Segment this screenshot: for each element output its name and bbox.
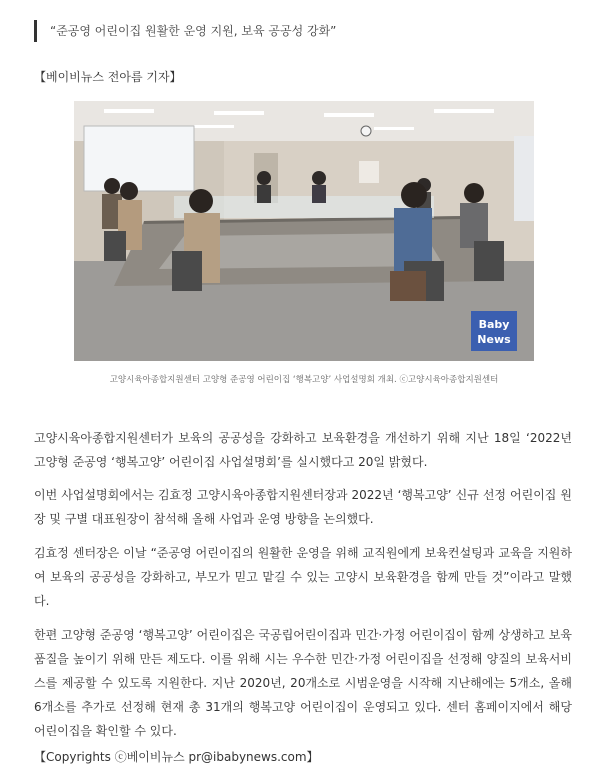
copyright-notice: 【Copyrights ⓒ베이비뉴스 pr@ibabynews.com】 — [34, 750, 319, 764]
article-subheading: “준공영 어린이집 원활한 운영 지원, 보육 공공성 강화” — [34, 20, 336, 42]
article-paragraph-2: 이번 사업설명회에서는 김효정 고양시육아종합지원센터장과 2022년 ‘행복고양’ 신규 선정 어린이집 원장 및 구별 대표원장이 참석해 올해 사업과 운영 방향을 논의했다. — [34, 488, 572, 526]
article-paragraph-3: 김효정 센터장은 이날 “준공영 어린이집의 원활한 운영을 위해 교직원에게 보육컨설팅과 교육을 지원하여 보육의 공공성을 강화하고, 부모가 믿고 맡길 수 있는 고양시 보육환경을 함께 만들 것”이라고 말했다. — [34, 546, 572, 608]
meeting-room-photo — [74, 101, 534, 361]
logo-text-news: News — [477, 333, 511, 346]
article-photo — [74, 101, 534, 361]
article-paragraph-1: 고양시육아종합지원센터가 보육의 공공성을 강화하고 보육환경을 개선하기 위해 지난 18일 ‘2022년 고양형 준공영 ‘행복고양’ 어린이집 사업설명회’를 실시했다고 20일 밝혔다. — [34, 431, 572, 469]
photo-caption: 고양시육아종합지원센터 고양형 준공영 어린이집 ‘행복고양’ 사업설명회 개최. ⓒ고양시육아종합지원센터 — [109, 375, 499, 385]
logo-text-baby: Baby — [478, 318, 510, 331]
article-paragraph-4: 한편 고양형 준공영 ‘행복고양’ 어린이집은 국공립어린이집과 민간·가정 어린이집이 함께 상생하고 보육 품질을 높이기 위해 만든 제도다. 이를 위해 시는 우수한 민간·가정 어린이집을 선정해 양질의 보육서비스를 제공할 수 있도록 지원한다. 지난 2020년, 20개소로 시범운영을 시작해 지난해에는 5개소, 올해 6개소를 추가로 선정해 현재 총 31개의 행복고양 어린이집이 운영되고 있다. 센터 홈페이지에서 해당 어린이집을 확인할 수 있다. — [34, 628, 572, 738]
article-byline: 【베이비뉴스 전아름 기자】 — [34, 70, 182, 84]
